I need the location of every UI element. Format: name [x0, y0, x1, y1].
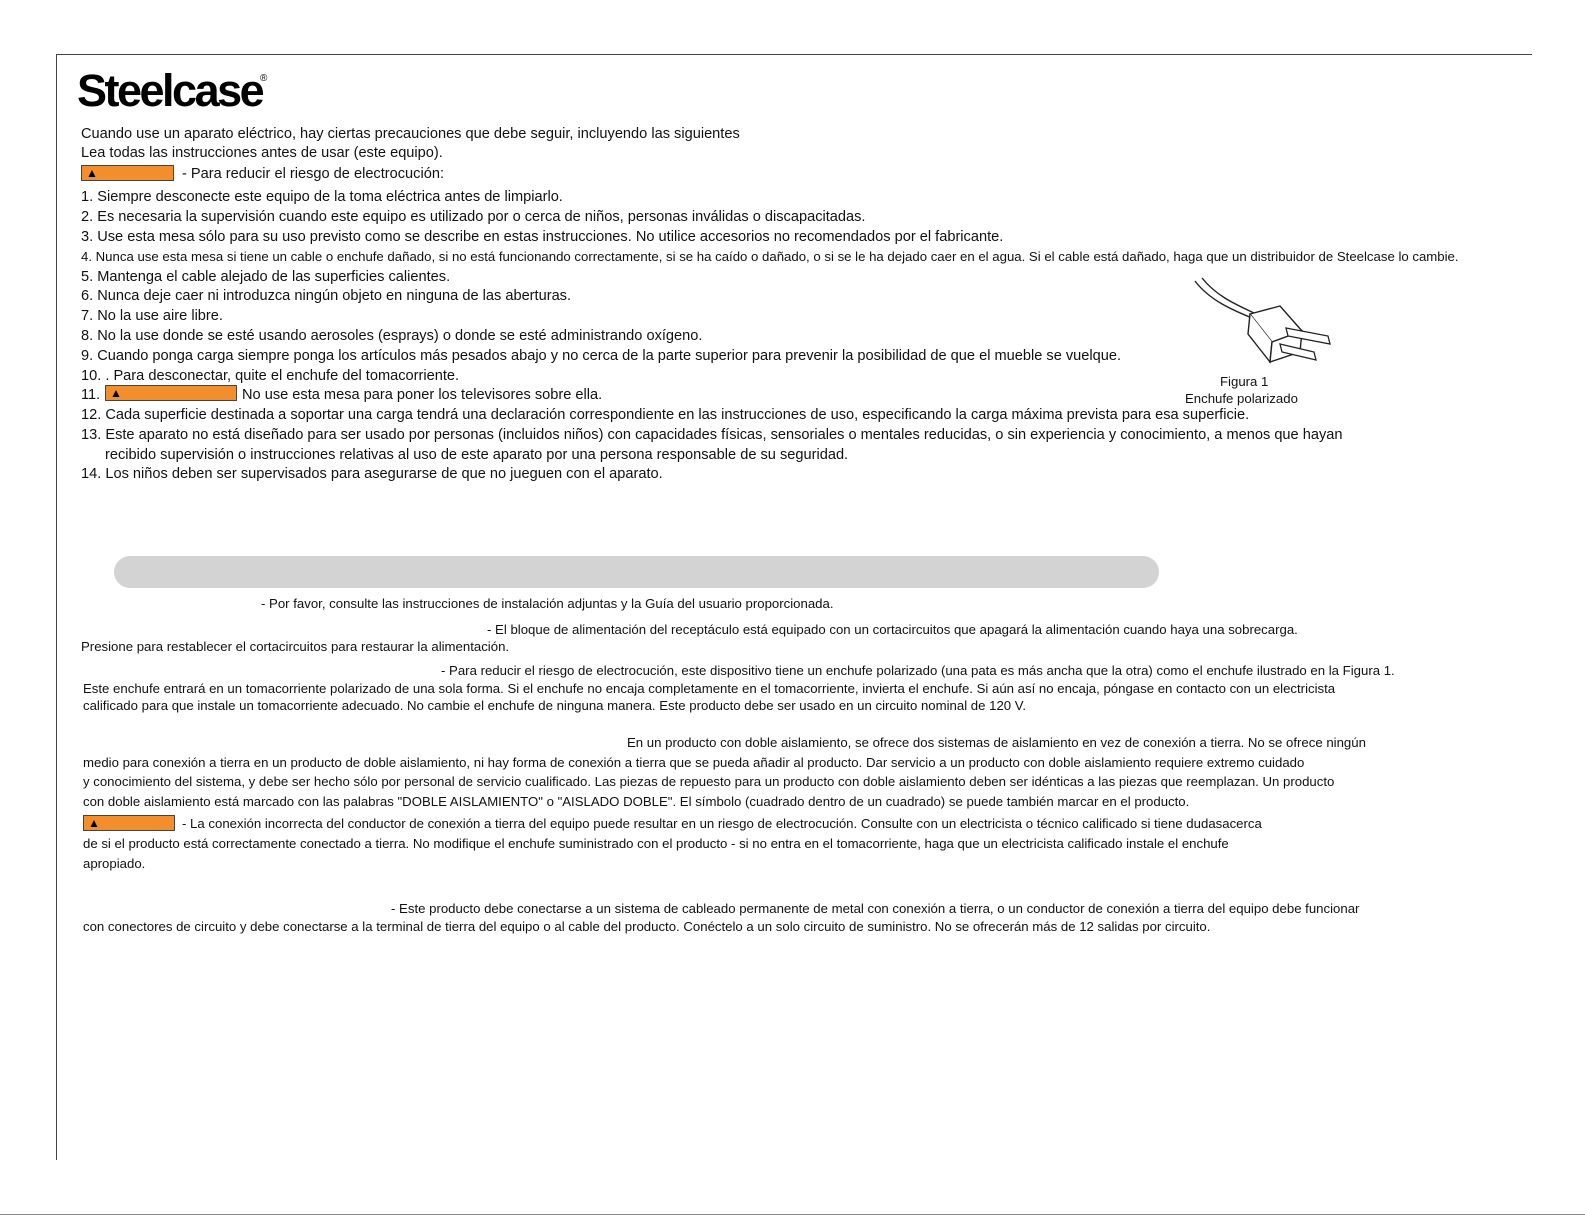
polarized-text-1: - Para reducir el riesgo de electrocución, este dispositivo tiene un enchufe polarizado (una pata es más ancha que la otra) como el enchufe ilustrado en la Figura 1.	[441, 663, 1395, 678]
warning-badge	[105, 385, 237, 401]
double-insulation-text-3: y conocimiento del sistema, y debe ser hecho sólo por personal de servicio cualificado. Las piezas de repuesto para un producto con doble aislamiento deben ser idénticas a las piezas que reemplazan. Un producto	[83, 774, 1335, 789]
double-insulation-text-2: medio para conexión a tierra en un producto de doble aislamiento, ni hay forma de conexión a tierra que se pueda añadir al producto. Dar servicio a un producto con doble aislamiento requiere extremo cuidado	[83, 755, 1305, 770]
permanent-wiring-text-1: - Este producto debe conectarse a un sistema de cableado permanente de metal con conexión a tierra, o un conductor de conexión a tierra del equipo debe funcionar	[391, 901, 1360, 916]
figure-caption-number: Figura 1	[1220, 374, 1269, 389]
list-item-continuation: recibido supervisión o instrucciones relativas al uso de este aparato por una persona responsable de su seguridad.	[105, 447, 849, 463]
install-text: - Por favor, consulte las instrucciones de instalación adjuntas y la Guía del usuario proporcionada.	[261, 596, 834, 611]
grounding-text-3: apropiado.	[83, 856, 146, 871]
list-item: 4. Nunca use esta mesa si tiene un cable o enchufe dañado, si no está funcionando correctamente, si se ha caído o dañado, o si se le ha dejado caer en el agua. Si el cable está dañado, haga que un distribuidor de Steelcase lo cambie.	[81, 249, 1459, 264]
list-item: 6. Nunca deje caer ni introduzca ningún objeto en ninguna de las aberturas.	[81, 288, 572, 304]
intro-line-2: Lea todas las instrucciones antes de usar (este equipo).	[81, 145, 443, 161]
list-item: 5. Mantenga el cable alejado de las superficies calientes.	[81, 269, 451, 285]
breaker-text-1: - El bloque de alimentación del receptáculo está equipado con un cortacircuitos que apagará la alimentación cuando haya una sobrecarga.	[487, 622, 1298, 637]
double-insulation-text-4: con doble aislamiento está marcado con las palabras "DOBLE AISLAMIENTO" o "AISLADO DOBLE". El símbolo (cuadrado dentro de un cuadrado) se puede también marcar en el producto.	[83, 794, 1190, 809]
warning-badge	[81, 165, 174, 181]
warning-icon: ▲	[88, 816, 100, 830]
list-item: 2. Es necesaria la supervisión cuando este equipo es utilizado por o cerca de niños, personas inválidas o discapacitadas.	[81, 209, 866, 225]
intro-line-1: Cuando use un aparato eléctrico, hay ciertas precauciones que debe seguir, incluyendo las siguientes	[81, 126, 740, 142]
bottom-border	[0, 1214, 1585, 1215]
figure-caption-title: Enchufe polarizado	[1185, 391, 1298, 406]
list-item: No use esta mesa para poner los televisores sobre ella.	[242, 387, 603, 403]
registered-mark: ®	[260, 73, 268, 84]
warning-icon: ▲	[110, 386, 122, 400]
list-item: 10. . Para desconectar, quite el enchufe del tomacorriente.	[81, 368, 460, 384]
list-item: 9. Cuando ponga carga siempre ponga los artículos más pesados abajo y no cerca de la parte superior para prevenir la posibilidad de que el mueble se vuelque.	[81, 348, 1122, 364]
list-item: 13. Este aparato no está diseñado para ser usado por personas (incluidos niños) con capacidades físicas, sensoriales o mentales reducidas, o sin experiencia y conocimiento, a menos que hayan	[81, 427, 1343, 443]
double-insulation-text-1: En un producto con doble aislamiento, se ofrece dos sistemas de aislamiento en vez de conexión a tierra. No se ofrece ningún	[627, 735, 1366, 750]
warning-badge	[83, 815, 175, 831]
list-item: 12. Cada superficie destinada a soportar una carga tendrá una declaración correspondiente en las instrucciones de uso, especificando la carga máxima prevista para esa superficie.	[81, 407, 1250, 423]
list-item: 1. Siempre desconecte este equipo de la toma eléctrica antes de limpiarlo.	[81, 189, 563, 205]
warning-icon: ▲	[86, 166, 98, 180]
steelcase-logo: Steelcase	[77, 65, 263, 116]
list-item: 7. No la use aire libre.	[81, 308, 223, 324]
polarized-text-3: calificado para que instale un tomacorriente adecuado. No cambie el enchufe de ninguna manera. Este producto debe ser usado en un circuito nominal de 120 V.	[83, 698, 1027, 713]
list-item: 14. Los niños deben ser supervisados para asegurarse de que no jueguen con el aparato.	[81, 466, 663, 482]
list-item: 3. Use esta mesa sólo para su uso previsto como se describe en estas instrucciones. No utilice accesorios no recomendados por el fabricante.	[81, 229, 1004, 245]
polarized-text-2: Este enchufe entrará en un tomacorriente polarizado de una sola forma. Si el enchufe no encaja completamente en el tomacorriente, invierta el enchufe. Si aún así no encaja, póngase en contacto con un electricista	[83, 681, 1336, 696]
grounding-text-1: - La conexión incorrecta del conductor de conexión a tierra del equipo puede resultar en un riesgo de electrocución. Consulte con un electricista o técnico calificado si tiene dudasacerca	[182, 816, 1262, 831]
section-header-bar	[114, 556, 1159, 588]
warning-line: - Para reducir el riesgo de electrocución:	[182, 166, 445, 182]
breaker-text-2: Presione para restablecer el cortacircuitos para restaurar la alimentación.	[81, 639, 510, 654]
left-border	[56, 54, 57, 1160]
grounding-text-2: de si el producto está correctamente conectado a tierra. No modifique el enchufe suministrado con el producto - si no entra en el tomacorriente, haga que un electricista calificado instale el enchufe	[83, 836, 1229, 851]
top-border	[56, 54, 1532, 55]
permanent-wiring-text-2: con conectores de circuito y debe conectarse a la terminal de tierra del equipo o al cable del producto. Conéctelo a un solo circuito de suministro. No se ofrecerán más de 12 salidas por circuito.	[83, 919, 1211, 934]
polarized-plug-icon	[1190, 276, 1340, 371]
list-item: 8. No la use donde se esté usando aerosoles (esprays) o donde se esté administrando oxígeno.	[81, 328, 703, 344]
list-item-number: 11.	[81, 387, 101, 403]
